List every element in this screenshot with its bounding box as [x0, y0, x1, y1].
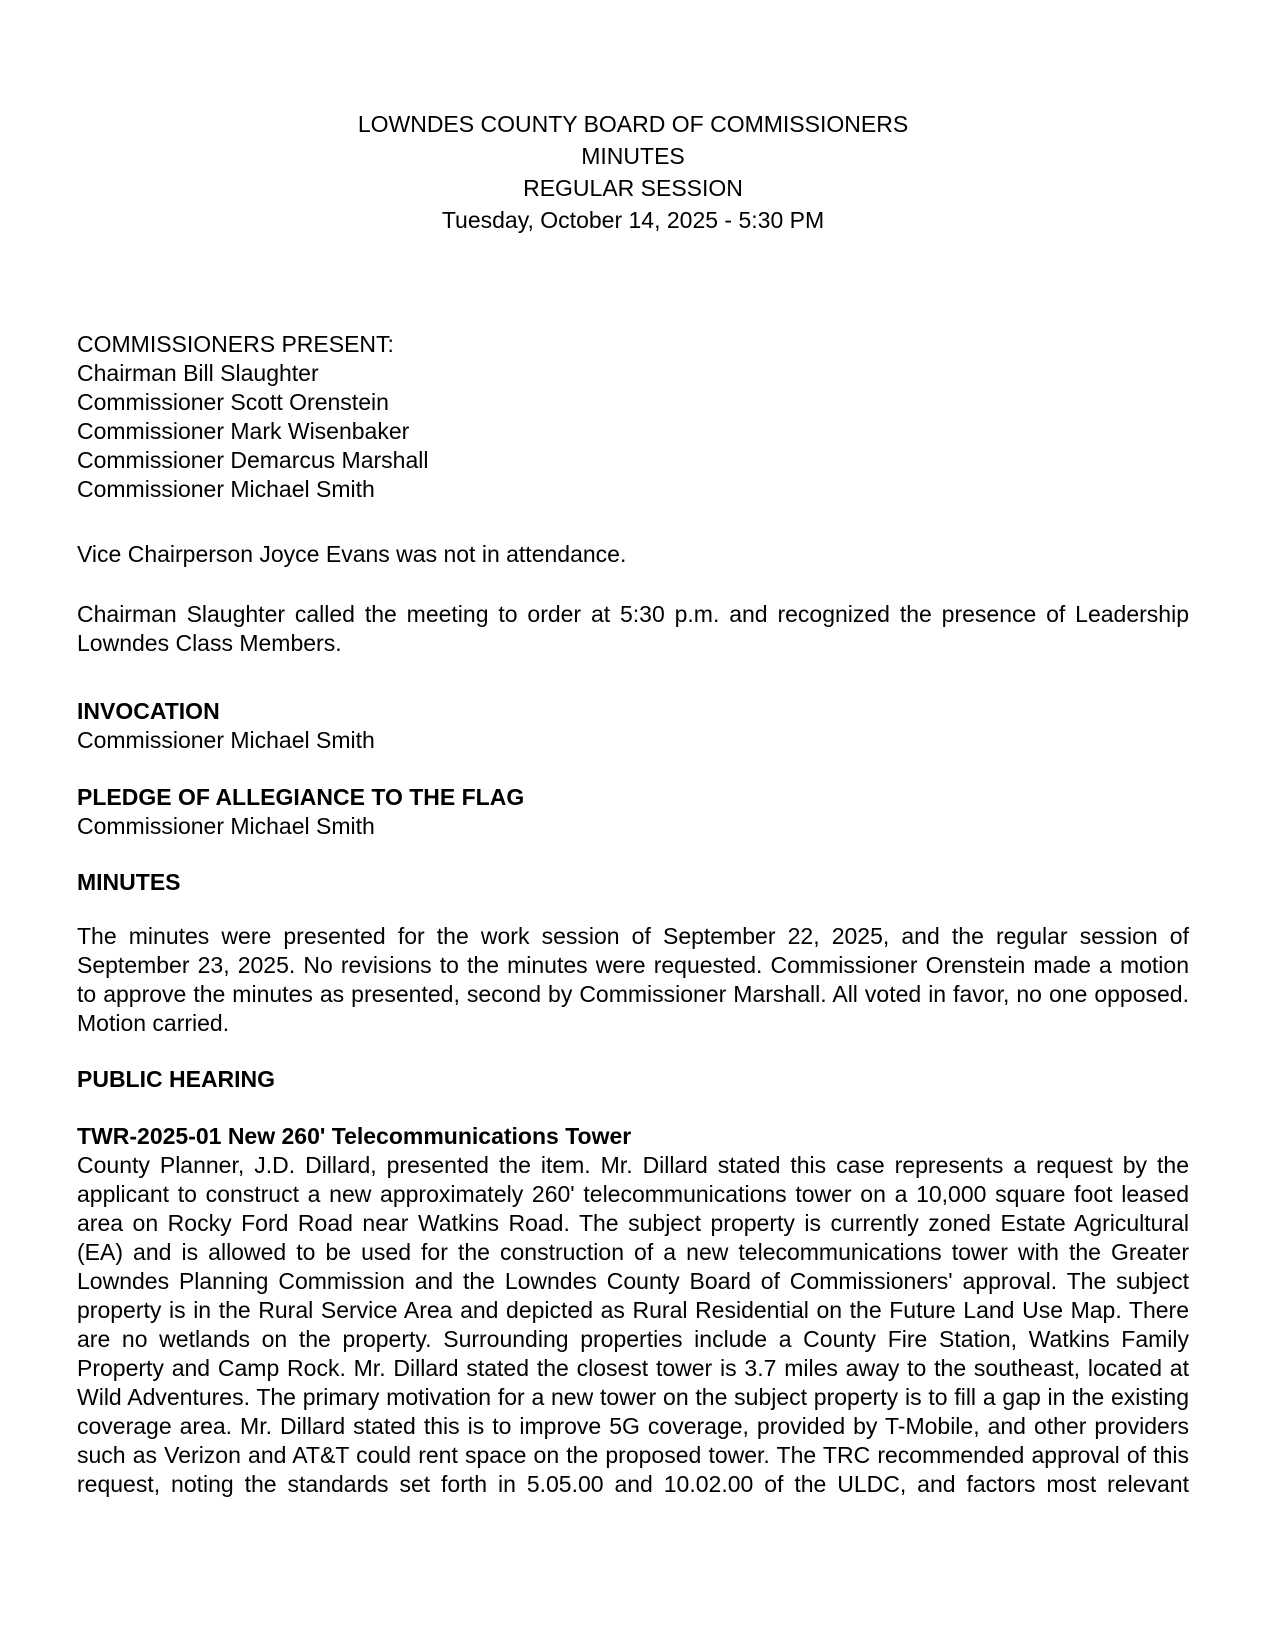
commissioners-present-label: COMMISSIONERS PRESENT:: [77, 331, 394, 357]
commissioner-name: Commissioner Michael Smith: [77, 476, 375, 502]
document-header: [77, 108, 1189, 236]
invocation-heading: INVOCATION: [77, 698, 220, 724]
commissioner-name: Commissioner Mark Wisenbaker: [77, 418, 410, 444]
call-to-order-paragraph: Chairman Slaughter called the meeting to order at 5:30 p.m. and recognized the presence of Leadership Lowndes Class Members.: [77, 601, 1189, 656]
header-doctype-line: MINUTES: [581, 143, 685, 169]
commissioner-name: Commissioner Scott Orenstein: [77, 389, 389, 415]
hearing-item-title: TWR-2025-01 New 260' Telecommunications Tower: [77, 1123, 632, 1149]
minutes-paragraph: The minutes were presented for the work session of September 22, 2025, and the regular session of September 23, 2025. No revisions to the minutes were requested. Commissioner Orenstein made a motion to approve the minutes as presented, second by Commissioner Marshall. All voted in favor, no one opposed. Motion carried.: [77, 923, 1189, 1036]
pledge-heading: PLEDGE OF ALLEGIANCE TO THE FLAG: [77, 784, 525, 810]
commissioners-present-section: [77, 330, 1189, 504]
header-org-line: LOWNDES COUNTY BOARD OF COMMISSIONERS: [357, 111, 909, 137]
header-session-line: REGULAR SESSION: [523, 175, 743, 201]
public-hearing-heading: PUBLIC HEARING: [77, 1066, 276, 1092]
commissioner-name: Chairman Bill Slaughter: [77, 360, 319, 386]
minutes-section-heading: MINUTES: [77, 869, 181, 895]
pledge-speaker: Commissioner Michael Smith: [77, 813, 375, 839]
hearing-item-paragraph: County Planner, J.D. Dillard, presented the item. Mr. Dillard stated this case represents a request by the applicant to construct a new approximately 260' telecommunications tower on a 10,000 square foot leased area on Rocky Ford Road near Watkins Road. The subject property is currently zoned Estate Agricultural (EA) and is allowed to be used for the construction of a new telecommunications tower with the Greater Lowndes Planning Commission and the Lowndes County Board of Commissioners' approval. The subject property is in the Rural Service Area and depicted as Rural Residential on the Future Land Use Map. There are no wetlands on the property. Surrounding properties include a County Fire Station, Watkins Family Property and Camp Rock. Mr. Dillard stated the closest tower is 3.7 miles away to the southeast, located at Wild Adventures. The primary motivation for a new tower on the subject property is to fill a gap in the existing coverage area. Mr. Dillard stated this is to improve 5G coverage, provided by T-Mobile, and other providers such as Verizon and AT&T could rent space on the proposed tower. The TRC recommended approval of this request, noting the standards set forth in 5.05.00 and 10.02.00 of the ULDC, and factors most relevant: [77, 1152, 1189, 1497]
commissioner-name: Commissioner Demarcus Marshall: [77, 447, 429, 473]
invocation-speaker: Commissioner Michael Smith: [77, 727, 375, 753]
absence-note: Vice Chairperson Joyce Evans was not in attendance.: [77, 541, 627, 567]
header-datetime-line: Tuesday, October 14, 2025 - 5:30 PM: [441, 207, 825, 233]
